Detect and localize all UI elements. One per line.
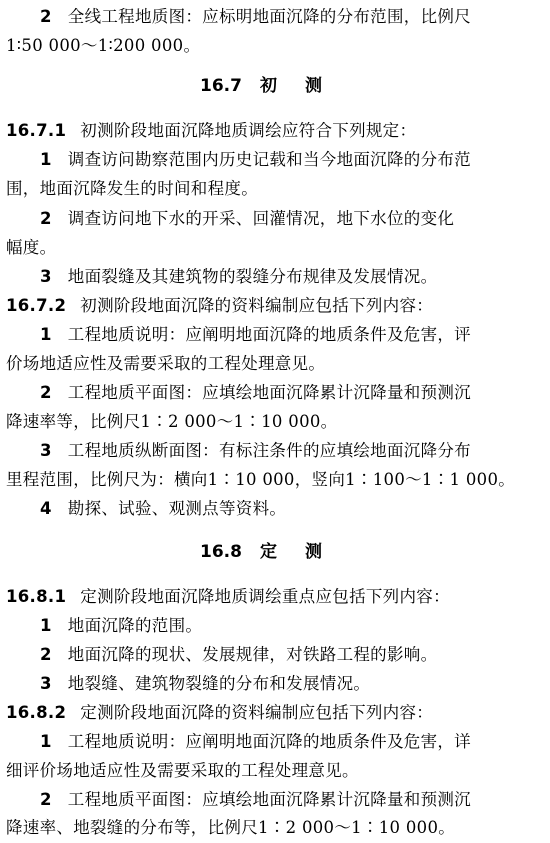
list-item [0,669,550,699]
clause-text: 初测阶段地面沉降地质调绘应符合下列规定： [80,121,417,140]
item-number: 2 [40,7,52,26]
section-heading [0,71,550,101]
item-text: 地裂缝、建筑物裂缝的分布和发展情况。 [67,674,371,693]
section-number: 16.7 [200,76,242,96]
item-text: 全线工程地质图：应标明地面沉降的分布范围，比例尺 [67,7,471,26]
item-number: 3 [40,441,52,460]
list-item-continuation [0,233,550,263]
clause-text: 定测阶段地面沉降的资料编制应包括下列内容： [80,703,434,722]
clause-number: 16.8.1 [6,587,67,606]
list-item [0,494,550,524]
list-item-continuation [0,349,550,379]
clause-text: 初测阶段地面沉降的资料编制应包括下列内容： [80,296,434,315]
clause [0,582,550,612]
item-text: 工程地质平面图：应填绘地面沉降累计沉降量和预测沉 [67,383,471,402]
item-number: 1 [40,150,52,169]
list-item-continuation [0,465,550,495]
clause [0,291,550,321]
item-number: 2 [40,790,52,809]
item-text: 地面沉降的现状、发展规律，对铁路工程的影响。 [67,645,438,664]
list-item-continuation [0,31,550,61]
item-text: 调查访问勘察范围内历史记载和当今地面沉降的分布范 [67,150,471,169]
item-number: 3 [40,674,52,693]
list-item-continuation [0,407,550,437]
item-text: 勘探、试验、观测点等资料。 [67,499,287,518]
item-text: 工程地质说明：应阐明地面沉降的地质条件及危害，评 [67,325,471,344]
clause-number: 16.7.2 [6,296,67,315]
item-text: 工程地质平面图：应填绘地面沉降累计沉降量和预测沉 [67,790,471,809]
list-item [0,785,550,815]
item-text: 地面裂缝及其建筑物的裂缝分布规律及发展情况。 [67,267,438,286]
item-number: 3 [40,267,52,286]
list-item-continuation [0,813,550,843]
item-text: 1∶50 000～1∶200 000。 [6,36,201,55]
list-item-continuation [0,174,550,204]
list-item-continuation [0,756,550,786]
item-text: 降速率等，比例尺1∶2 000～1∶10 000。 [6,412,338,431]
clause-text: 定测阶段地面沉降地质调绘重点应包括下列内容： [80,587,450,606]
item-number: 4 [40,499,52,518]
item-number: 1 [40,325,52,344]
clause [0,698,550,728]
item-text: 地面沉降的范围。 [67,616,203,635]
section-heading [0,537,550,567]
item-text: 幅度。 [6,238,57,257]
item-text: 围，地面沉降发生的时间和程度。 [6,179,258,198]
list-item [0,262,550,292]
item-number: 1 [40,616,52,635]
section-title: 初测 [259,76,350,96]
item-text: 细评价场地适应性及需要采取的工程处理意见。 [6,761,359,780]
list-item [0,204,550,234]
list-item [0,2,550,32]
clause-number: 16.8.2 [6,703,67,722]
item-text: 工程地质说明：应阐明地面沉降的地质条件及危害，详 [67,732,471,751]
list-item [0,436,550,466]
list-item [0,611,550,641]
item-number: 1 [40,732,52,751]
list-item [0,727,550,757]
list-item [0,640,550,670]
clause-number: 16.7.1 [6,121,67,140]
item-text: 价场地适应性及需要采取的工程处理意见。 [6,354,326,373]
section-number: 16.8 [200,542,242,562]
item-text: 里程范围，比例尺为：横向1∶10 000，竖向1∶100～1∶1 000。 [6,470,516,489]
item-text: 调查访问地下水的开采、回灌情况，地下水位的变化 [67,209,455,228]
list-item [0,320,550,350]
list-item [0,145,550,175]
item-number: 2 [40,209,52,228]
item-text: 降速率、地裂缝的分布等，比例尺1∶2 000～1∶10 000。 [6,818,456,837]
item-number: 2 [40,383,52,402]
clause [0,116,550,146]
section-title: 定测 [259,542,350,562]
list-item [0,378,550,408]
item-number: 2 [40,645,52,664]
item-text: 工程地质纵断面图：有标注条件的应填绘地面沉降分布 [67,441,471,460]
